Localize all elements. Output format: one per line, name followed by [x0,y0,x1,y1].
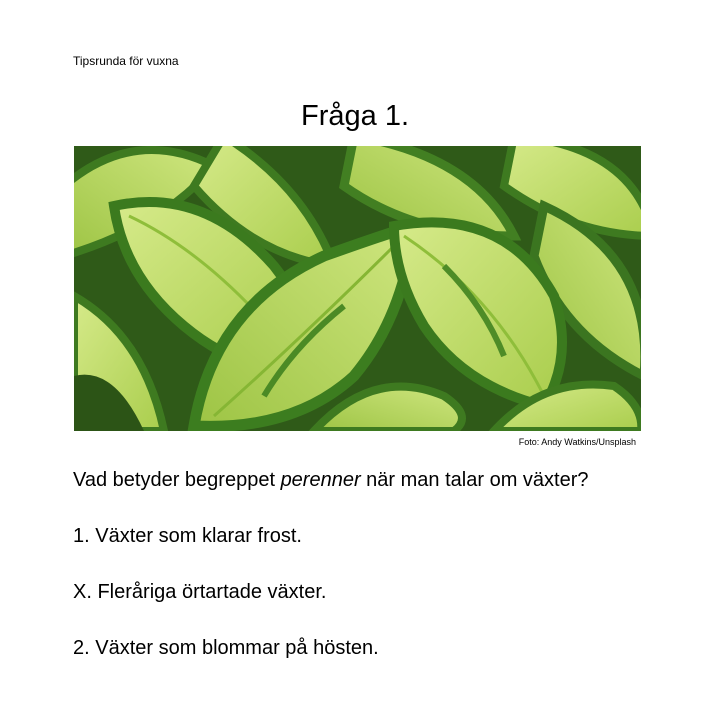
question-title: Fråga 1. [301,100,409,132]
answer-key: X. [73,581,92,603]
answer-key: 1. [73,525,90,547]
answer-option-2 [73,635,379,661]
question-prefix: Vad betyder begreppet [73,469,281,491]
hosta-photo [74,146,641,431]
question-suffix: när man talar om växter? [360,469,589,491]
photo-credit: Foto: Andy Watkins/Unsplash [518,437,636,447]
question-term: perenner [280,469,361,491]
answer-option-x [73,579,326,605]
header-label: Tipsrunda för vuxna [73,54,179,68]
answer-text: Växter som klarar frost. [95,525,302,547]
answer-option-1 [73,523,302,549]
answer-text: Växter som blommar på hösten. [95,637,379,659]
answer-text: Fleråriga örtartade växter. [97,581,327,603]
question-text [73,467,589,493]
answer-key: 2. [73,637,90,659]
